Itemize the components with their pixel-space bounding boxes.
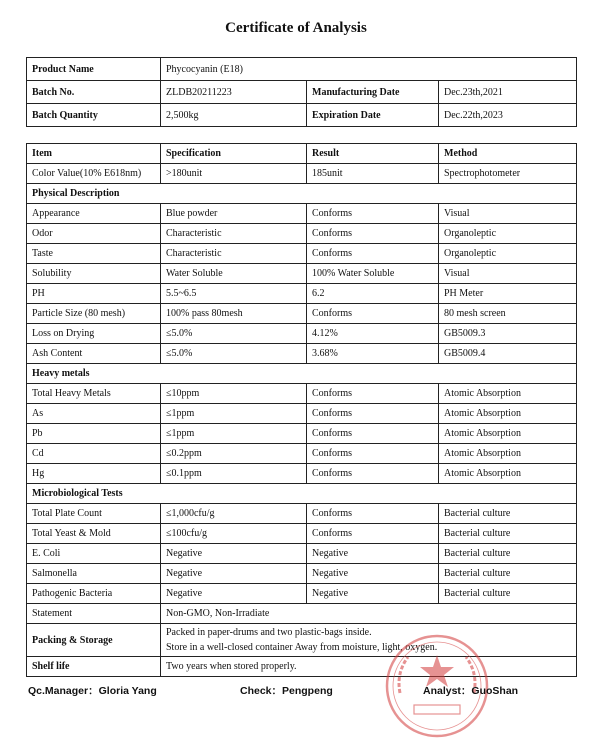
- cell-result: 100% Water Soluble: [307, 264, 439, 284]
- cell-specification: ≤5.0%: [161, 324, 307, 344]
- cell-specification: Negative: [161, 544, 307, 564]
- cell-method: Atomic Absorption: [439, 444, 577, 464]
- check-signature: Check：Pengpeng: [240, 685, 333, 697]
- batch-label: Batch No.: [27, 81, 161, 104]
- cell-method: GB5009.3: [439, 324, 577, 344]
- cell-result: Conforms: [307, 204, 439, 224]
- batch-quantity-value: 2,500kg: [161, 104, 307, 127]
- table-row: [27, 464, 577, 484]
- table-row: [27, 504, 577, 524]
- expiration-date-value: Dec.22th,2023: [439, 104, 577, 127]
- cell-method: Atomic Absorption: [439, 464, 577, 484]
- cell-specification: ≤5.0%: [161, 344, 307, 364]
- table-row: [27, 244, 577, 264]
- shelf-life-row: [27, 657, 577, 677]
- table-row: [27, 224, 577, 244]
- header-result: Result: [307, 144, 439, 164]
- table-row: [27, 304, 577, 324]
- cell-specification: ≤100cfu/g: [161, 524, 307, 544]
- cell-item: Ash Content: [27, 344, 161, 364]
- header-specification: Specification: [161, 144, 307, 164]
- qc-manager-signature: Qc.Manager：Gloria Yang: [28, 685, 157, 697]
- product-name-row: [27, 58, 577, 81]
- cell-result: Conforms: [307, 244, 439, 264]
- table-row: [27, 384, 577, 404]
- cell-item: Hg: [27, 464, 161, 484]
- cell-specification: Negative: [161, 584, 307, 604]
- batch-quantity-label: Batch Quantity: [27, 104, 161, 127]
- cell-specification: ≤1ppm: [161, 424, 307, 444]
- cell-result: Negative: [307, 564, 439, 584]
- cell-item: Odor: [27, 224, 161, 244]
- cell-method: Bacterial culture: [439, 544, 577, 564]
- table-row: [27, 324, 577, 344]
- section-microbiological: [27, 484, 577, 504]
- table-row: [27, 524, 577, 544]
- cell-specification: ≤0.1ppm: [161, 464, 307, 484]
- cell-specification: >180unit: [161, 164, 307, 184]
- cell-specification: ≤0.2ppm: [161, 444, 307, 464]
- cell-result: Conforms: [307, 304, 439, 324]
- cell-method: Bacterial culture: [439, 504, 577, 524]
- cell-item: Total Plate Count: [27, 504, 161, 524]
- packing-label: Packing & Storage: [27, 624, 161, 657]
- cell-method: GB5009.4: [439, 344, 577, 364]
- product-info-table: [26, 57, 577, 127]
- cell-result: 6.2: [307, 284, 439, 304]
- table-row: [27, 264, 577, 284]
- cell-item: E. Coli: [27, 544, 161, 564]
- cell-specification: ≤1,000cfu/g: [161, 504, 307, 524]
- cell-specification: Negative: [161, 564, 307, 584]
- cell-result: Conforms: [307, 464, 439, 484]
- cell-item: Solubility: [27, 264, 161, 284]
- section-heavy-metals: [27, 364, 577, 384]
- cell-method: Bacterial culture: [439, 584, 577, 604]
- cell-method: Spectrophotometer: [439, 164, 577, 184]
- cell-result: Conforms: [307, 424, 439, 444]
- header-method: Method: [439, 144, 577, 164]
- cell-method: Visual: [439, 264, 577, 284]
- expiration-date-label: Expiration Date: [307, 104, 439, 127]
- header-row: [27, 144, 577, 164]
- color-value-row: [27, 164, 577, 184]
- cell-item: Cd: [27, 444, 161, 464]
- cell-item: PH: [27, 284, 161, 304]
- statement-row: [27, 604, 577, 624]
- cell-item: Pb: [27, 424, 161, 444]
- cell-item: Total Yeast & Mold: [27, 524, 161, 544]
- cell-specification: Characteristic: [161, 224, 307, 244]
- cell-result: Conforms: [307, 444, 439, 464]
- quantity-row: [27, 104, 577, 127]
- cell-method: PH Meter: [439, 284, 577, 304]
- cell-specification: Characteristic: [161, 244, 307, 264]
- product-name-label: Product Name: [27, 58, 161, 81]
- table-row: [27, 284, 577, 304]
- cell-method: Bacterial culture: [439, 564, 577, 584]
- shelf-life-value: Two years when stored properly.: [161, 657, 577, 677]
- document-title: Certificate of Analysis: [225, 20, 367, 36]
- manufacturing-date-value: Dec.23th,2021: [439, 81, 577, 104]
- statement-value: Non-GMO, Non-Irradiate: [161, 604, 577, 624]
- cell-result: Conforms: [307, 404, 439, 424]
- cell-result: 3.68%: [307, 344, 439, 364]
- table-row: [27, 584, 577, 604]
- cell-result: 4.12%: [307, 324, 439, 344]
- cell-result: Negative: [307, 544, 439, 564]
- cell-method: Organoleptic: [439, 224, 577, 244]
- cell-specification: 100% pass 80mesh: [161, 304, 307, 324]
- cell-item: Salmonella: [27, 564, 161, 584]
- shelf-life-label: Shelf life: [27, 657, 161, 677]
- analysis-table: [26, 143, 577, 677]
- cell-item: Pathogenic Bacteria: [27, 584, 161, 604]
- table-row: [27, 344, 577, 364]
- table-row: [27, 404, 577, 424]
- cell-item: Color Value(10% E618nm): [27, 164, 161, 184]
- cell-specification: ≤1ppm: [161, 404, 307, 424]
- packing-value: [161, 624, 577, 657]
- cell-specification: Water Soluble: [161, 264, 307, 284]
- cell-item: Appearance: [27, 204, 161, 224]
- table-row: [27, 564, 577, 584]
- cell-method: Organoleptic: [439, 244, 577, 264]
- cell-method: Atomic Absorption: [439, 384, 577, 404]
- analyst-signature: Analyst：GuoShan: [423, 685, 519, 697]
- cell-result: Conforms: [307, 384, 439, 404]
- section-microbiological-label: Microbiological Tests: [27, 484, 577, 504]
- table-row: [27, 444, 577, 464]
- cell-item: Loss on Drying: [27, 324, 161, 344]
- cell-result: Negative: [307, 584, 439, 604]
- cell-item: Particle Size (80 mesh): [27, 304, 161, 324]
- packing-row: [27, 624, 577, 657]
- table-row: [27, 204, 577, 224]
- batch-row: [27, 81, 577, 104]
- cell-method: Visual: [439, 204, 577, 224]
- cell-specification: 5.5~6.5: [161, 284, 307, 304]
- batch-value: ZLDB20211223: [161, 81, 307, 104]
- cell-method: Atomic Absorption: [439, 404, 577, 424]
- packing-line-1: Packed in paper-drums and two plastic-bags inside.: [166, 627, 372, 638]
- statement-label: Statement: [27, 604, 161, 624]
- product-name-value: Phycocyanin (E18): [161, 58, 577, 81]
- section-physical: [27, 184, 577, 204]
- table-row: [27, 544, 577, 564]
- cell-result: Conforms: [307, 224, 439, 244]
- section-heavy-metals-label: Heavy metals: [27, 364, 577, 384]
- cell-method: Atomic Absorption: [439, 424, 577, 444]
- cell-method: 80 mesh screen: [439, 304, 577, 324]
- cell-result: Conforms: [307, 524, 439, 544]
- manufacturing-date-label: Manufacturing Date: [307, 81, 439, 104]
- cell-specification: Blue powder: [161, 204, 307, 224]
- header-item: Item: [27, 144, 161, 164]
- cell-method: Bacterial culture: [439, 524, 577, 544]
- cell-specification: ≤10ppm: [161, 384, 307, 404]
- cell-result: Conforms: [307, 504, 439, 524]
- table-row: [27, 424, 577, 444]
- cell-item: As: [27, 404, 161, 424]
- packing-line-2: Store in a well-closed container Away from moisture, light, oxygen.: [166, 642, 438, 653]
- cell-result: 185unit: [307, 164, 439, 184]
- section-physical-label: Physical Description: [27, 184, 577, 204]
- cell-item: Taste: [27, 244, 161, 264]
- cell-item: Total Heavy Metals: [27, 384, 161, 404]
